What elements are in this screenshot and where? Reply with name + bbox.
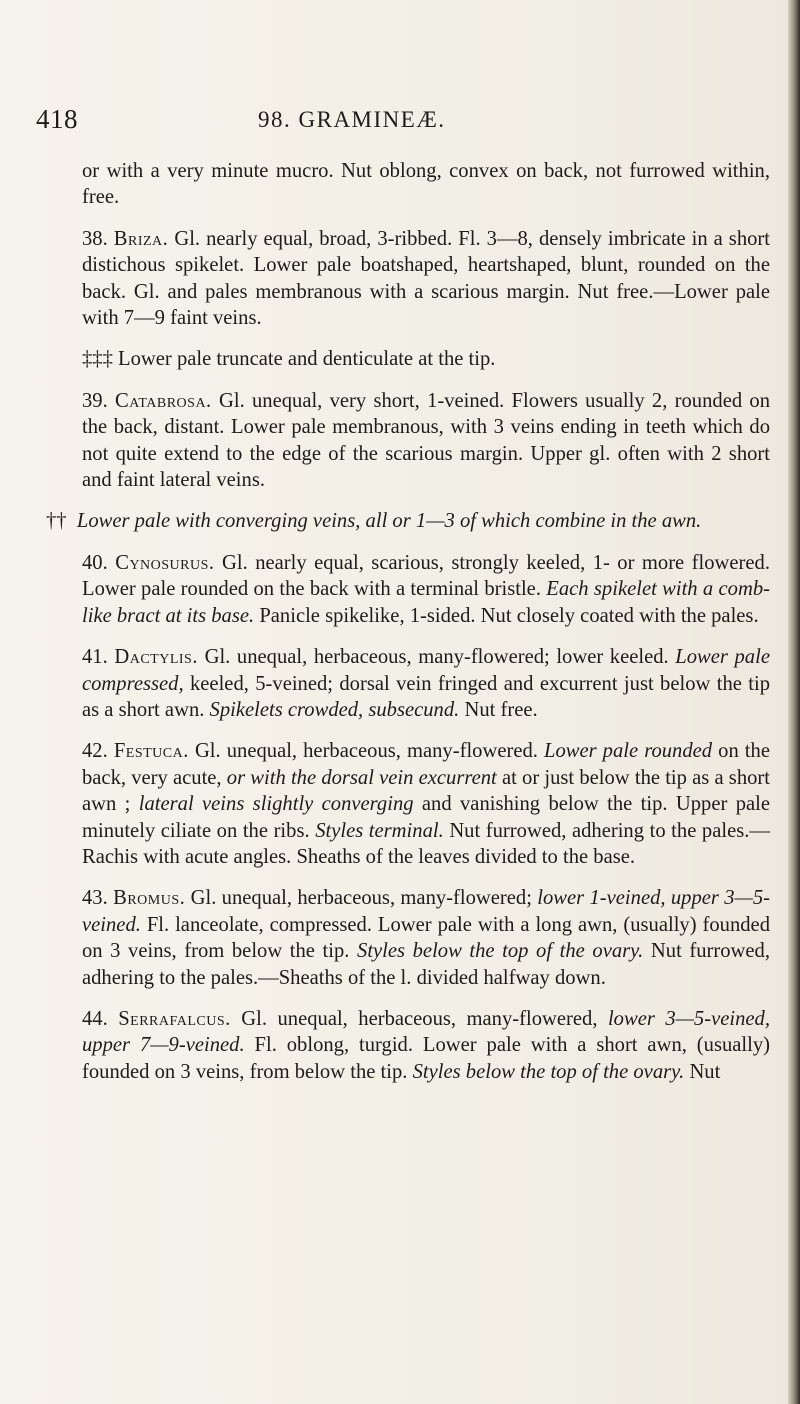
entry-number: 40. bbox=[82, 551, 108, 574]
key-mark: †† bbox=[46, 510, 67, 533]
entry-number: 38. bbox=[82, 227, 108, 250]
genus-name: Dactylis. bbox=[114, 646, 198, 669]
entry-italic-text: Lower pale compressed, bbox=[82, 646, 770, 695]
entry-italic-text: Styles below the top of the ovary. bbox=[357, 940, 644, 963]
entry-text: Gl. unequal, herbaceous, many-flowered, bbox=[241, 1007, 598, 1030]
entry-italic-text: Each spikelet with a comb-like bract at its base. bbox=[82, 578, 770, 627]
genus-name: Catabrosa. bbox=[115, 389, 212, 412]
entry-number: 42. bbox=[82, 740, 108, 763]
entry-catabrosa bbox=[82, 388, 770, 494]
entry-text: Fl. oblong, turgid. Lower pale with a short awn, (usually) founded on 3 veins, from below the tip. bbox=[82, 1034, 771, 1083]
entry-text: at or just below the tip as a short awn ; bbox=[82, 766, 770, 816]
entry-text: on the back, very acute, bbox=[82, 740, 770, 789]
entry-italic-text: Styles below the top of the ovary. bbox=[412, 1060, 685, 1083]
entry-text: Fl. lanceolate, compressed. Lower pale with a long awn, (usually) founded on 3 veins, from below the tip. bbox=[82, 913, 770, 963]
entry-number: 41. bbox=[82, 646, 108, 669]
genus-name: Serrafalcus. bbox=[118, 1007, 231, 1030]
genus-name: Cynosurus. bbox=[115, 551, 215, 574]
body-text bbox=[46, 158, 771, 1100]
entry-text: Nut bbox=[689, 1060, 721, 1083]
entry-number: 44. bbox=[82, 1007, 108, 1030]
entry-cynosurus bbox=[82, 550, 770, 629]
entry-text: Gl. nearly equal, broad, 3-ribbed. Fl. 3—8, densely imbricate in a short distichous spikelet. Lower pale boatshaped, heartshaped, blunt, rounded on the back. Gl. and pales membranous with a scarious margin. Nut free.—Lower pale with 7—9 faint veins. bbox=[82, 227, 770, 330]
entry-italic-text: Styles terminal. bbox=[315, 819, 444, 842]
entry-dactylis bbox=[82, 644, 770, 723]
entry-text: Nut free. bbox=[464, 698, 538, 721]
entry-serrafalcus bbox=[82, 1006, 770, 1085]
entry-text: Gl. nearly equal, scarious, strongly keeled, 1- or more flowered. Lower pale rounded on the back with a terminal bristle. bbox=[82, 551, 770, 601]
entry-text: keeled, 5-veined; dorsal vein fringed and excurrent just below the tip as a short awn. bbox=[82, 672, 771, 721]
entry-italic-text: lower 3—5-veined, upper 7—9-veined. bbox=[82, 1007, 770, 1057]
genus-name: Bromus. bbox=[113, 887, 186, 910]
entry-italic-text: or with the dorsal vein excurrent bbox=[226, 766, 497, 789]
entry-briza bbox=[82, 226, 770, 332]
entry-text: Nut furrowed, adhering to the pales.—Rachis with acute angles. Sheaths of the leaves divided to the base. bbox=[82, 819, 770, 868]
entry-number: 39. bbox=[82, 389, 108, 412]
entry-number: 43. bbox=[82, 887, 108, 910]
entry-text: Nut furrowed, adhering to the pales.—Sheaths of the l. divided halfway down. bbox=[82, 940, 771, 989]
key-lead-converging bbox=[46, 508, 770, 534]
key-lead-truncate bbox=[82, 346, 770, 372]
entry-italic-text: Spikelets crowded, subsecund. bbox=[209, 698, 460, 721]
entry-text: and vanishing below the tip. Upper pale minutely ciliate on the ribs. bbox=[82, 793, 770, 842]
page-number: 418 bbox=[36, 104, 78, 134]
entry-text: Panicle spikelike, 1-sided. Nut closely coated with the pales. bbox=[259, 604, 759, 627]
entry-text: Gl. unequal, herbaceous, many-flowered. bbox=[194, 740, 538, 763]
entry-bromus bbox=[82, 885, 770, 991]
running-title: 98. GRAMINEÆ. bbox=[258, 107, 446, 132]
key-mark: ‡‡‡ bbox=[82, 348, 113, 371]
entry-text: Gl. unequal, very short, 1-veined. Flowers usually 2, rounded on the back, distant. Lower pale membranous, with 3 veins ending in teeth which do not quite extend to the edge of the scarious margin. Upper gl. often with 2 short and faint lateral veins. bbox=[82, 389, 770, 492]
entry-festuca bbox=[82, 738, 770, 870]
entry-italic-text: Lower pale rounded bbox=[543, 740, 713, 763]
paragraph-text: or with a very minute mucro. Nut oblong, convex on back, not furrowed within, free. bbox=[82, 160, 770, 209]
genus-name: Briza. bbox=[113, 227, 169, 250]
genus-name: Festuca. bbox=[113, 740, 189, 763]
key-text: Lower pale with converging veins, all or 1—3 of which combine in the awn. bbox=[76, 510, 702, 533]
entry-text: Gl. unequal, herbaceous, many-flowered; lower keeled. bbox=[204, 646, 669, 669]
key-text: Lower pale truncate and denticulate at the tip. bbox=[118, 348, 496, 371]
page-spine-shadow bbox=[788, 0, 800, 1404]
entry-italic-text: lateral veins slightly converging bbox=[138, 793, 414, 816]
entry-italic-text: lower 1-veined, upper 3—5-veined. bbox=[82, 887, 770, 936]
paragraph-continuation bbox=[82, 158, 770, 211]
entry-text: Gl. unequal, herbaceous, many-flowered; bbox=[190, 887, 532, 910]
